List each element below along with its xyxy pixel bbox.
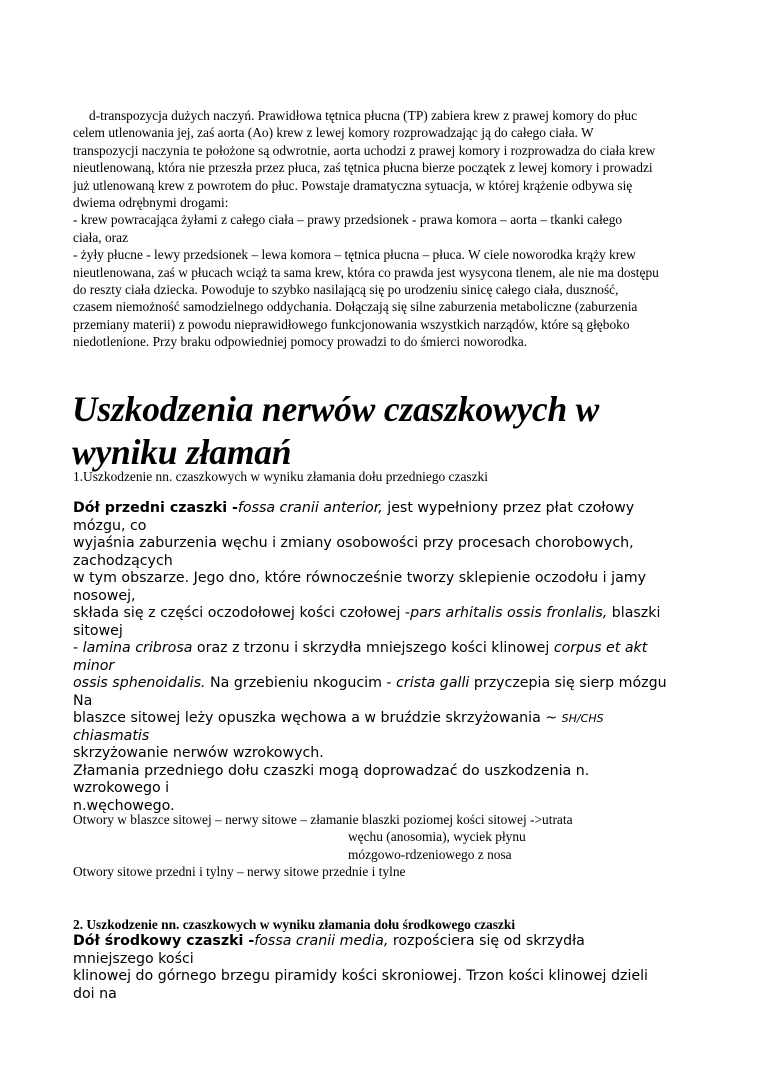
section1-body xyxy=(73,500,698,815)
subtitle-text: 2. Uszkodzenie nn. czaszkowych w wyniku złamania dołu środkowego czaszki xyxy=(73,917,516,932)
intro-line: dwiema odrębnymi drogami: xyxy=(73,195,229,211)
term-latin: fossa cranii media, xyxy=(254,933,389,949)
intro-line: - żyły płucne - lewy przedsionek – lewa komora – tętnica płucna – płuca. W ciele noworodka krąży krew xyxy=(73,247,636,263)
intro-line: transpozycji naczynia te położone są odwrotnie, aorta uchodzi z prawej komory i rozprowadza do ciała krew xyxy=(73,142,656,158)
intro-line: przemiany materii) z powodu nieprawidłowego funkcjonowania wszystkich narządów, które są głęboko xyxy=(73,316,630,332)
section-heading xyxy=(72,388,712,474)
intro-line: - krew powracająca żyłami z całego ciała – prawy przedsionek - prawa komora – aorta – tkanki całego xyxy=(73,212,623,228)
body-line: n.węchowego. xyxy=(73,797,175,814)
body-line: skrzyżowanie nerwów wzrokowych. xyxy=(73,745,324,761)
body-line: doi na xyxy=(73,985,117,1002)
body-line: wzrokowego i xyxy=(73,780,170,796)
body-line: klinowej do górnego brzegu piramidy kości skroniowej. Trzon kości klinowej dzieli xyxy=(73,968,648,984)
body-text: blaszce sitowej leży opuszka węchowa a w bruździe skrzyżowania ~ xyxy=(73,710,562,726)
intro-line: nieutlenowaną, która nie przeszła przez płuca, zaś tętnica płucna bierze początek z lewej komory i prowadzi xyxy=(73,160,653,176)
section2-body xyxy=(73,933,698,1003)
body-line xyxy=(73,933,698,951)
intro-paragraph xyxy=(73,107,698,351)
term-latin: chiasmatis xyxy=(73,727,150,744)
body-line xyxy=(73,605,698,623)
foramina-line: Otwory sitowe przedni i tylny – nerwy sitowe przednie i tylne xyxy=(73,864,406,880)
subtitle-text: 1.Uszkodzenie nn. czaszkowych w wyniku złamania dołu przedniego czaszki xyxy=(73,469,488,484)
term-latin: fossa cranii anterior, xyxy=(237,500,383,516)
body-text: - xyxy=(73,640,83,656)
term-bold: Dół przedni czaszki - xyxy=(73,500,238,516)
intro-line: celem utlenowania jej, zaś aorta (Ao) krew z lewej komory rozprowadzając ją do całego ciała. W xyxy=(73,125,594,141)
foramina-paragraph xyxy=(73,811,698,881)
intro-line: d-transpozycja dużych naczyń. Prawidłowa tętnica płucna (TP) zabiera krew z prawej komory do płuc xyxy=(89,108,638,123)
section1-subtitle xyxy=(73,468,698,485)
intro-line: czasem niemożność samodzielnego oddychania. Dołączają się silne zaburzenia metaboliczne (zaburzenia xyxy=(73,299,638,315)
intro-line: ciała, oraz xyxy=(73,229,129,245)
intro-line: do reszty ciała dziecka. Powoduje to szybko nasilającą się po urodzeniu sinicę całego ciała, duszność, xyxy=(73,282,619,298)
term-latin: minor xyxy=(73,657,115,674)
body-text: jest wypełniony przez płat czołowy xyxy=(382,500,635,516)
term-latin: lamina cribrosa xyxy=(82,640,193,656)
body-line xyxy=(73,658,698,676)
body-line: wyjaśnia zaburzenia węchu i zmiany osobowości przy procesach chorobowych, xyxy=(73,535,634,551)
section2-subtitle xyxy=(73,916,698,933)
body-text: oraz z trzonu i skrzydła mniejszego kości klinowej xyxy=(192,640,554,656)
body-text: przyczepia się sierp mózgu xyxy=(469,675,667,691)
body-line: mniejszego kości xyxy=(73,950,194,967)
body-line xyxy=(73,728,698,746)
intro-line: już utlenowaną krew z powrotem do płuc. Powstaje dramatyczna sytuacja, w której krążenie odbywa się xyxy=(73,177,633,193)
abbrev-text: SH/CHS xyxy=(561,712,604,725)
body-text: rozpościera się od skrzydła xyxy=(388,933,585,949)
term-bold: Dół środkowy czaszki - xyxy=(73,933,255,949)
body-line: w tym obszarze. Jego dno, które równocześnie tworzy sklepienie oczodołu i jamy xyxy=(73,570,646,586)
body-line xyxy=(73,710,698,728)
body-text: składa się z części oczodołowej kości czołowej - xyxy=(73,605,411,621)
term-latin: corpus et akt xyxy=(553,640,648,656)
body-line xyxy=(73,675,698,693)
foramina-line: Otwory w blaszce sitowej – nerwy sitowe – złamanie blaszki poziomej kości sitowej ->utrata xyxy=(73,812,573,827)
intro-line: nieutlenowana, zaś w płucach wciąż ta sama krew, która co prawda jest wysycona tlenem, ale nie ma dostępu xyxy=(73,264,659,280)
body-line xyxy=(73,500,698,518)
foramina-line: węchu (anosomia), wyciek płynu xyxy=(348,829,526,845)
body-text: Na grzebieniu nkogucim - xyxy=(205,675,397,691)
body-line: nosowej, xyxy=(73,587,136,604)
body-line xyxy=(73,640,698,658)
term-latin: ossis sphenoidalis. xyxy=(73,675,206,691)
body-text: blaszki xyxy=(607,605,661,621)
heading-line-2: wyniku złamań xyxy=(72,432,292,472)
body-line: Na xyxy=(73,692,93,709)
term-latin: crista galli xyxy=(396,675,470,691)
heading-line-1: Uszkodzenia nerwów czaszkowych w xyxy=(72,389,600,429)
intro-line: niedotlenione. Przy braku odpowiedniej pomocy prowadzi to do śmierci noworodka. xyxy=(73,334,528,350)
body-line: zachodzących xyxy=(73,552,173,569)
body-line: sitowej xyxy=(73,622,123,639)
body-line: Złamania przedniego dołu czaszki mogą doprowadzać do uszkodzenia n. xyxy=(73,762,590,779)
body-line: mózgu, co xyxy=(73,517,147,534)
term-latin: pars arhitalis ossis fronlalis, xyxy=(410,605,608,621)
foramina-line: mózgowo-rdzeniowego z nosa xyxy=(348,846,512,862)
